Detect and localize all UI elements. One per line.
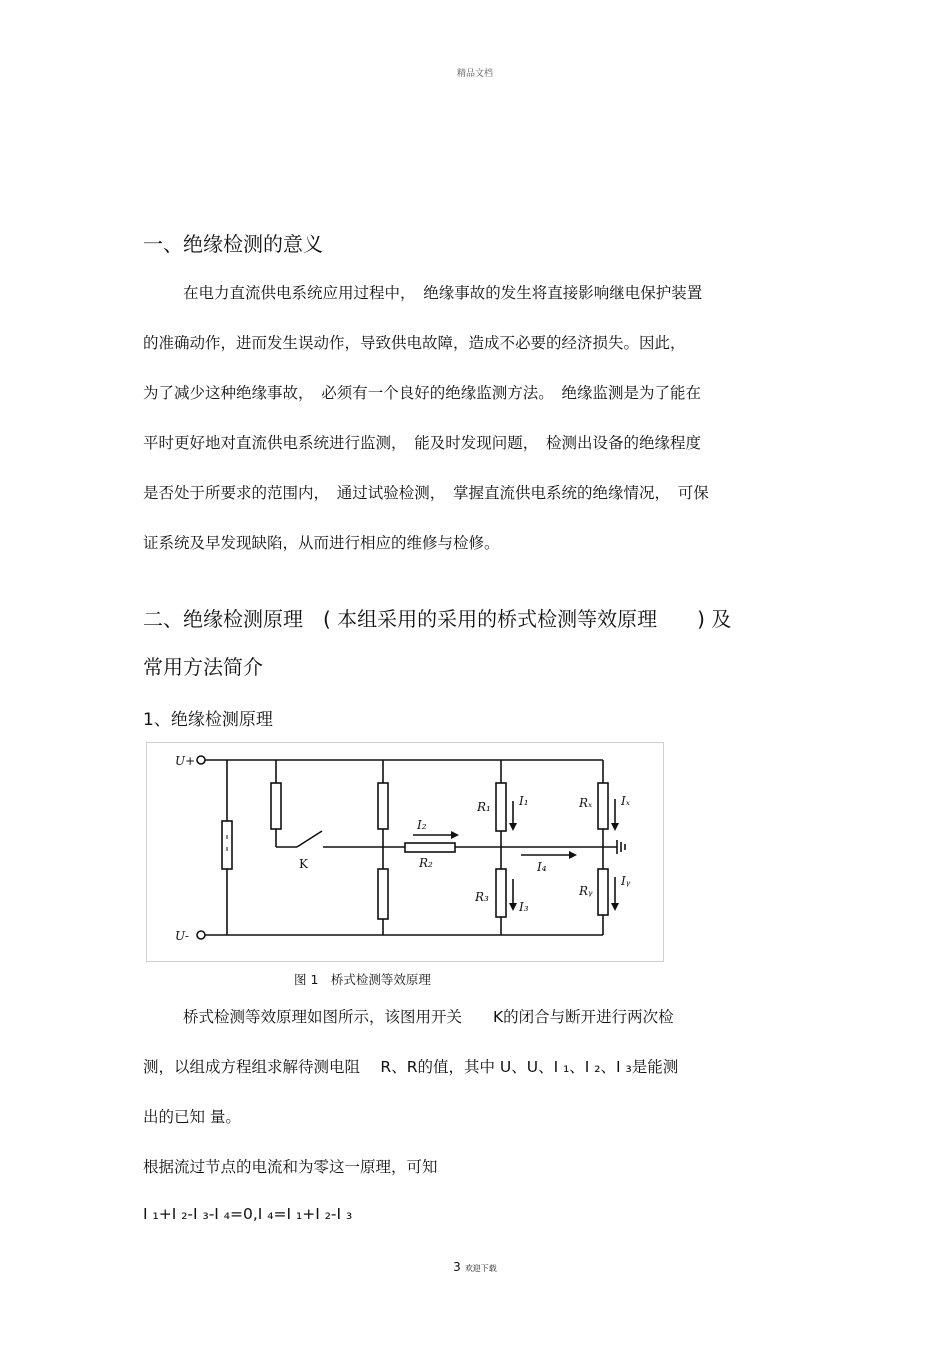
- lower-middle-resistor: [378, 869, 388, 919]
- section-1-line-5: 是否处于所要求的范围内， 通过试验检测， 掌握直流供电系统的绝缘情况， 可保: [143, 484, 709, 502]
- r1-label: R₁: [477, 800, 491, 814]
- body-para-1-line-1: 桥式检测等效原理如图所示，该图用开关 K的闭合与断开进行两次检: [183, 1008, 674, 1026]
- subsection-1-title: 1、绝缘检测原理: [143, 710, 273, 730]
- iy-label: Iᵧ: [621, 874, 631, 888]
- body-para-2: 根据流过节点的电流和为零这一原理，可知: [143, 1158, 438, 1176]
- ix-arrow-head: [611, 823, 619, 831]
- u-minus-label: U-: [175, 929, 189, 943]
- switch-k-blade: [297, 831, 322, 847]
- switch-branch-resistor: [271, 783, 281, 829]
- r3-label: R₃: [475, 890, 489, 904]
- iy-arrow-head: [611, 903, 619, 911]
- i4-arrow-head: [569, 851, 577, 859]
- section-1-line-2: 的准确动作，进而发生误动作，导致供电故障，造成不必要的经济损失。因此，: [143, 334, 686, 352]
- section-2-title-line-1: 二、绝缘检测原理 ( 本组采用的采用的桥式检测等效原理 ) 及: [143, 607, 732, 631]
- ry-resistor: [598, 869, 608, 915]
- u-minus-terminal: [197, 931, 205, 939]
- section-1-line-1: 在电力直流供电系统应用过程中， 绝缘事故的发生将直接影响继电保护装置: [183, 284, 703, 302]
- section-1-line-4: 平时更好地对直流供电系统进行监测， 能及时发现问题， 检测出设备的绝缘程度: [143, 434, 702, 452]
- ry-label: Rᵧ: [579, 884, 593, 898]
- i1-arrow-head: [509, 823, 517, 831]
- k-label: K: [299, 857, 308, 871]
- bridge-circuit-figure: [146, 742, 664, 962]
- section-1-line-3: 为了减少这种绝缘事故， 必须有一个良好的绝缘监测方法。 绝缘监测是为了能在: [143, 384, 702, 402]
- i3-arrow-head: [509, 903, 517, 911]
- current-formula: I ₁+I ₂-I ₃-I ₄=0,I ₄=I ₁+I ₂-I ₃: [143, 1205, 353, 1223]
- u-plus-label: U+: [175, 754, 196, 768]
- r2-label: R₂: [419, 856, 433, 870]
- body-para-1-line-2: 测，以组成方程组求解待测电阻 R、R的值，其中 U、U、I ₁、I ₂、I ₃是能测: [143, 1058, 679, 1076]
- rx-resistor: [598, 783, 608, 829]
- i2-label: I₂: [417, 818, 427, 832]
- upper-middle-resistor: [378, 783, 388, 829]
- i4-label: I₄: [537, 860, 547, 874]
- i3-label: I₃: [519, 900, 529, 914]
- r2-resistor: [405, 843, 455, 852]
- page-number: 3: [453, 1260, 461, 1274]
- u-plus-terminal: [197, 756, 205, 764]
- section-1-title: 一、绝缘检测的意义: [143, 232, 323, 256]
- body-para-1-line-3: 出的已知 量。: [143, 1108, 241, 1126]
- i1-label: I₁: [519, 794, 529, 808]
- figure-caption: 图 1 桥式检测等效原理: [294, 972, 431, 987]
- r1-resistor: [496, 783, 506, 831]
- section-2-title-line-2: 常用方法简介: [143, 655, 263, 679]
- rx-label: Rₓ: [579, 796, 593, 810]
- left-resistor: [222, 821, 232, 869]
- i2-arrow-head: [451, 831, 459, 839]
- page-footer: [0, 1260, 950, 1274]
- footer-text: 欢迎下载: [464, 1264, 497, 1273]
- r3-resistor: [496, 869, 506, 917]
- bridge-circuit-diagram: [147, 743, 663, 961]
- section-1-line-6: 证系统及早发现缺陷，从而进行相应的维修与检修。: [143, 534, 500, 552]
- ix-label: Iₓ: [621, 794, 630, 808]
- page-header: 精品文档: [456, 69, 493, 79]
